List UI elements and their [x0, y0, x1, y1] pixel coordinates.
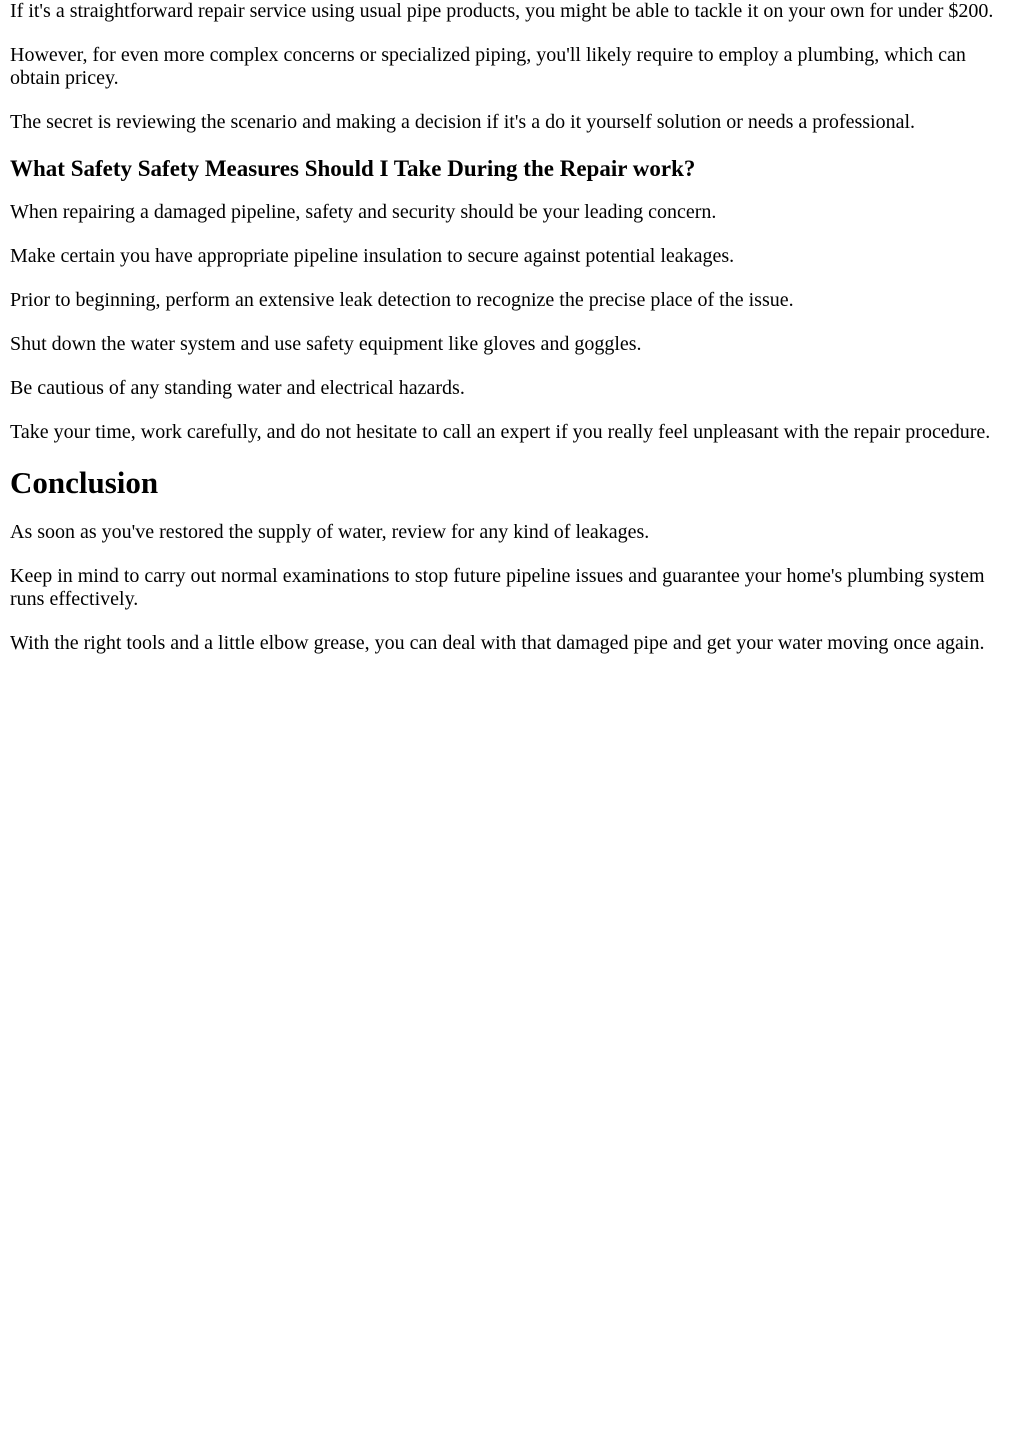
- safety-paragraph: Shut down the water system and use safety equipment like gloves and goggles.: [10, 333, 642, 355]
- safety-paragraph: Make certain you have appropriate pipeline insulation to secure against potential leakages.: [10, 245, 735, 267]
- conclusion-paragraph: Keep in mind to carry out normal examinations to stop future pipeline issues and guarantee your home's plumbing system runs effectively.: [10, 565, 985, 610]
- safety-heading: What Safety Safety Measures Should I Take During the Repair work?: [10, 156, 696, 181]
- intro-paragraph: However, for even more complex concerns or specialized piping, you'll likely require to employ a plumbing, which can obtain pricey.: [10, 44, 966, 89]
- conclusion-paragraph: As soon as you've restored the supply of water, review for any kind of leakages.: [10, 521, 650, 543]
- intro-paragraph: The secret is reviewing the scenario and making a decision if it's a do it yourself solution or needs a professional.: [10, 111, 916, 133]
- safety-paragraph: When repairing a damaged pipeline, safety and security should be your leading concern.: [10, 201, 717, 223]
- intro-paragraph: If it's a straightforward repair service using usual pipe products, you might be able to tackle it on your own for under $200.: [10, 0, 994, 22]
- article-body: [0, 0, 1024, 655]
- conclusion-paragraph: With the right tools and a little elbow grease, you can deal with that damaged pipe and get your water moving once again.: [10, 632, 985, 654]
- safety-paragraph: Prior to beginning, perform an extensive leak detection to recognize the precise place of the issue.: [10, 289, 794, 311]
- safety-paragraph: Take your time, work carefully, and do not hesitate to call an expert if you really feel unpleasant with the repair procedure.: [10, 421, 991, 443]
- conclusion-heading: Conclusion: [10, 465, 159, 500]
- safety-paragraph: Be cautious of any standing water and electrical hazards.: [10, 377, 465, 399]
